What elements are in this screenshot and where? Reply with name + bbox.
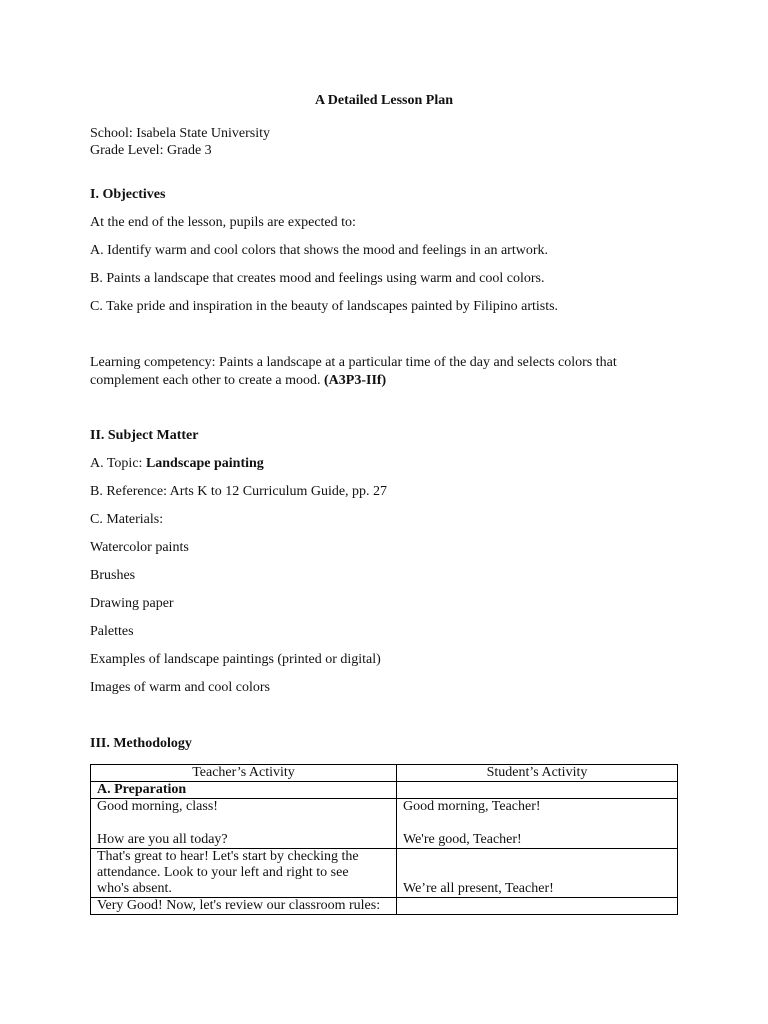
teacher-line: Very Good! Now, let's review our classroom rules: <box>97 898 381 913</box>
materials-label: C. Materials: <box>90 512 164 527</box>
competency-code: (A3P3-IIf) <box>324 373 387 388</box>
teacher-line: That's great to hear! Let's start by checking the <box>97 849 359 864</box>
table-row <box>91 782 678 799</box>
student-cell <box>397 898 678 915</box>
material-item: Drawing paper <box>90 596 174 611</box>
student-line: We’re all present, Teacher! <box>403 881 554 896</box>
topic-label: A. Topic: <box>90 456 146 471</box>
section-label-cell <box>91 782 397 799</box>
teacher-line: who's absent. <box>97 881 172 896</box>
reference-line: B. Reference: Arts K to 12 Curriculum Guide, pp. 27 <box>90 484 388 499</box>
grade-level-line: Grade Level: Grade 3 <box>90 143 212 158</box>
methodology-heading: III. Methodology <box>90 736 192 751</box>
material-item: Examples of landscape paintings (printed or digital) <box>90 652 381 667</box>
table-row <box>91 799 678 849</box>
table-header-row <box>91 765 678 782</box>
competency-line-2 <box>90 372 386 390</box>
school-line: School: Isabela State University <box>90 126 271 141</box>
teacher-cell <box>91 799 397 849</box>
material-item: Brushes <box>90 568 136 583</box>
student-cell <box>397 799 678 849</box>
material-item: Watercolor paints <box>90 540 189 555</box>
topic-line <box>90 455 264 473</box>
material-item: Palettes <box>90 624 134 639</box>
objective-item: A. Identify warm and cool colors that shows the mood and feelings in an artwork. <box>90 243 549 258</box>
table-row <box>91 898 678 915</box>
teacher-cell <box>91 898 397 915</box>
material-item: Images of warm and cool colors <box>90 680 270 695</box>
section-label: A. Preparation <box>97 782 187 797</box>
teacher-line: attendance. Look to your left and right to see <box>97 865 349 880</box>
methodology-table <box>90 764 678 915</box>
document-title: A Detailed Lesson Plan <box>314 93 454 108</box>
objectives-intro: At the end of the lesson, pupils are expected to: <box>90 215 356 230</box>
empty-cell <box>397 782 678 799</box>
objective-item: C. Take pride and inspiration in the beauty of landscapes painted by Filipino artists. <box>90 299 559 314</box>
table-row <box>91 849 678 898</box>
teacher-line: Good morning, class! <box>97 799 218 814</box>
subject-matter-heading: II. Subject Matter <box>90 428 199 443</box>
teacher-cell <box>91 849 397 898</box>
objectives-heading: I. Objectives <box>90 187 166 202</box>
objective-item: B. Paints a landscape that creates mood and feelings using warm and cool colors. <box>90 271 545 286</box>
student-activity-header: Student’s Activity <box>397 765 678 782</box>
student-line: We're good, Teacher! <box>403 832 522 847</box>
student-cell <box>397 849 678 898</box>
topic-value: Landscape painting <box>145 456 264 471</box>
student-line: Good morning, Teacher! <box>403 799 541 814</box>
competency-text: complement each other to create a mood. <box>90 373 325 388</box>
competency-line-1: Learning competency: Paints a landscape at a particular time of the day and selects colors that <box>90 355 617 370</box>
teacher-activity-header: Teacher’s Activity <box>91 765 397 782</box>
teacher-line: How are you all today? <box>97 832 228 847</box>
